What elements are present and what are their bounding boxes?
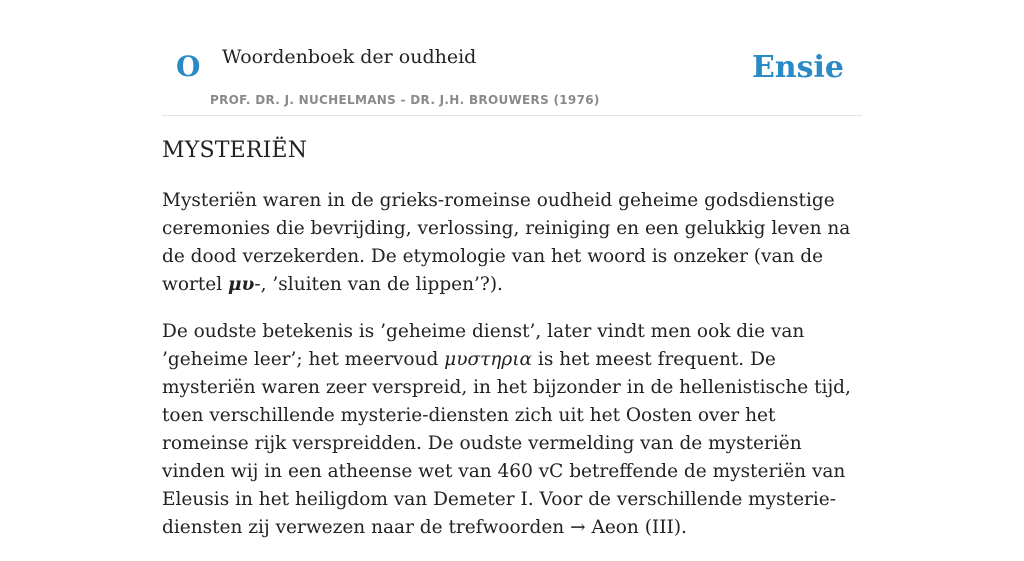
dictionary-header [162,36,862,116]
entry-paragraph-2 [162,318,862,542]
paragraph-text: Mysteriën waren in de grieks-romeinse oudheid geheime godsdienstige ceremonies die bevrijding, verlossing, reiniging en een gelukkig leven na de dood verzekerden. De etymologie van het woord is onzeker (van de wortel [162,190,851,295]
book-title-link[interactable]: Woordenboek der oudheid [222,46,477,68]
paragraph-text: De oudste betekenis is ’geheime dienst’, later vindt men ook die van ’geheime leer’; het meervoud [162,321,805,370]
book-authors: PROF. DR. J. NUCHELMANS - DR. J.H. BROUWERS (1976) [210,93,600,107]
paragraph-text: is het meest frequent. De mysteriën waren zeer verspreid, in het bijzonder in de hellenistische tijd, toen verschillende mysterie-diensten zich uit het Oosten over het romeinse rijk verspreidden. De oudste vermelding van de mysteriën vinden wij in een atheense wet van 460 vC betreffende de mysteriën van Eleusis in het heiligdom van Demeter I. Voor de verschillende mysterie-diensten zij verwezen naar de trefwoorden → Aeon (III). [162,349,851,538]
paragraph-text: -, ’sluiten van de lippen’?). [254,274,503,295]
greek-root: μυ [228,274,255,295]
entry-title: MYSTERIËN [162,138,308,163]
letter-index-link[interactable]: O [176,50,201,83]
greek-word: μυστηρια [444,349,533,370]
entry-paragraph-1 [162,187,862,299]
entry-article [162,138,862,561]
ensie-logo-link[interactable]: Ensie [751,50,844,85]
